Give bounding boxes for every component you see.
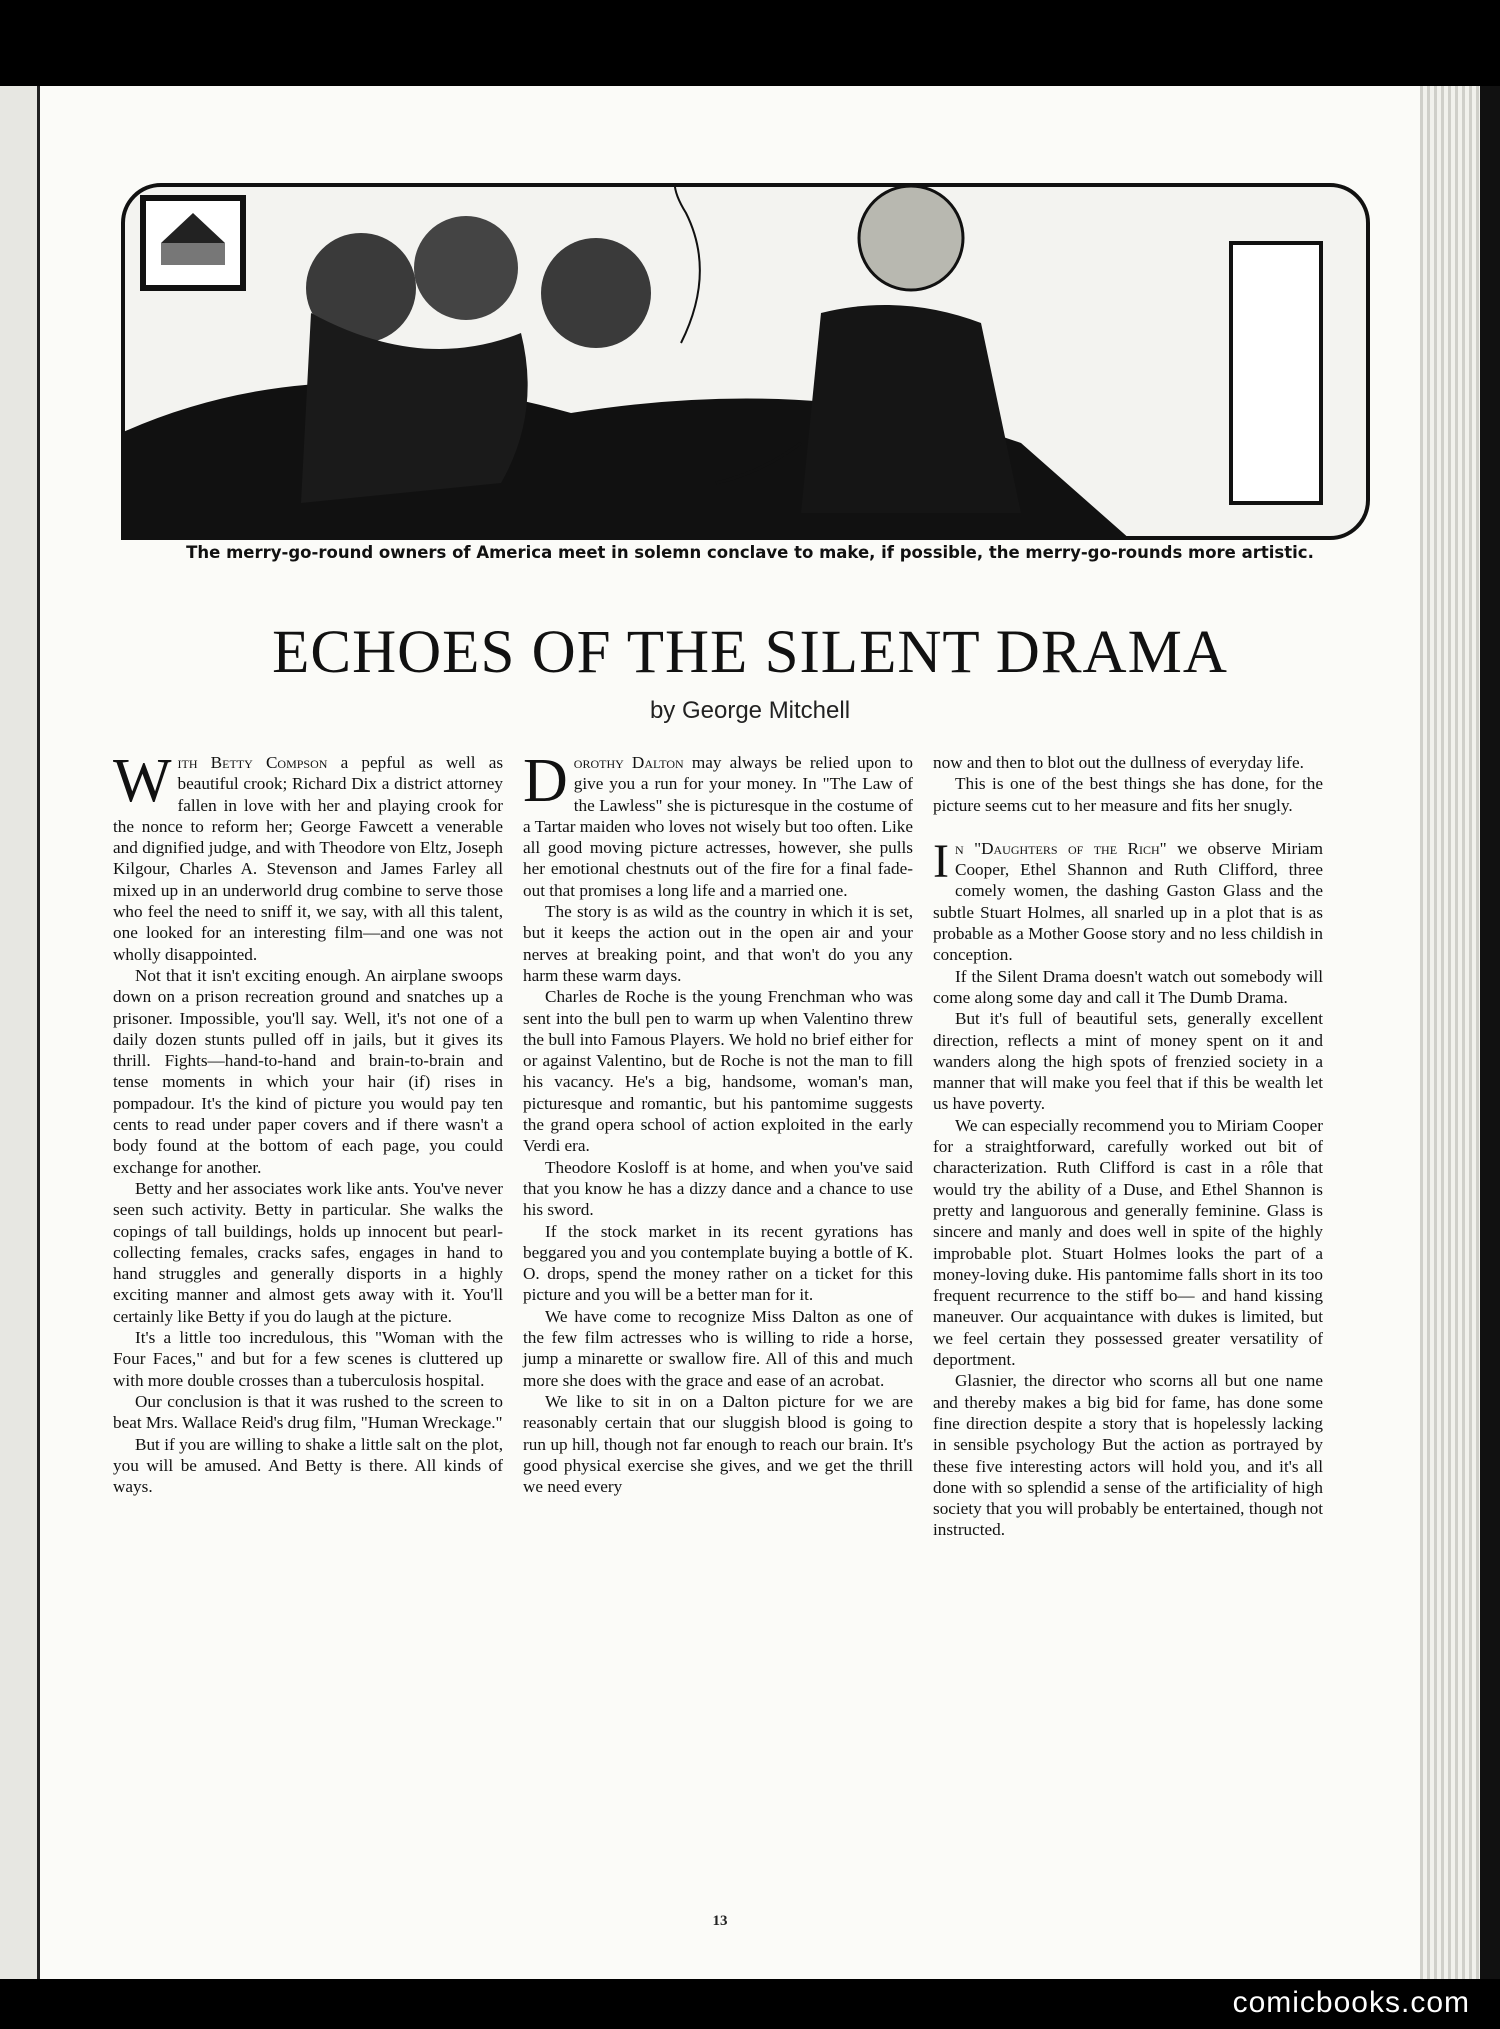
paragraph: Charles de Roche is the young Frenchman who was sent into the bull pen to warm up when Valentino threw the bull into Famous Players. We hold no brief either for or against Valentino, but de Roche is not the man to fill his vacancy. He's a big, handsome, woman's man, picturesque and romantic, but his pantomime suggests the grand opera school of action exploited in the early Verdi era. [523, 987, 913, 1156]
paragraph: now and then to blot out the dullness of everyday life. [933, 753, 1304, 772]
paragraph: But it's full of beautiful sets, generally excellent direction, reflects a mint of money spent on it and wanders along the high spots of frenzied society in a manner that will make you feel that if this be wealth let us have poverty. [933, 1009, 1323, 1114]
paragraph: It's a little too incredulous, this "Woman with the Four Faces," and but for a few scenes is cluttered up with more double crosses than a tuberculosis hospital. [113, 1328, 503, 1390]
lead-in: n "Daughters of the Rich" [954, 838, 1167, 858]
binding-shadow [1480, 86, 1500, 1979]
paragraph: Not that it isn't exciting enough. An airplane swoops down on a prison recreation ground and snatches up a prisoner. Impossible, you'll say. Well, it's not one of a daily dozen stunts pulled off in jails, but it gives its thrill. Fights—hand-to-hand and brain-to-brain and tense moments in which your hair (if) rises in pompadour. It's the kind of picture you would pay ten cents to read under paper covers and if there wasn't a body found at the bottom of each page, you could exchange for another. [113, 965, 503, 1177]
paragraph: If the stock market in its recent gyrations has beggared you and you contemplate buying a bottle of K. O. drops, spend the money rather on a ticket for this picture and you will be a better man for it. [523, 1221, 913, 1305]
paragraph: But if you are willing to shake a little salt on the plot, you will be amused. And Betty is there. All kinds of ways. [113, 1434, 503, 1497]
article-title: ECHOES OF THE SILENT DRAMA [272, 619, 1228, 686]
paragraph: Glasnier, the director who scorns all but one name and thereby makes a big bid for fame, has done some fine direction despite a story that is hopelessly lacking in sensible psychology But the action as portrayed by these five interesting actors will hold you, and it's all done with so splendid a sense of the artificiality of high society that you will probably be entertained, though not instructed. [933, 1371, 1323, 1540]
site-watermark: comicbooks.com [1232, 1986, 1470, 2019]
paragraph [523, 747, 913, 901]
paragraph: Theodore Kosloff is at home, and when you've said that you know he has a dizzy dance and a chance to use his sword. [523, 1157, 913, 1220]
paragraph: Our conclusion is that it was rushed to the screen to beat Mrs. Wallace Reid's drug film, "Human Wreckage." [113, 1391, 503, 1433]
paragraph-text: a pepful as well as beautiful crook; Richard Dix a district attorney fallen in love with her and playing crook for the nonce to reform her; George Fawcett a venerable and dignified judge, and with Theodore von Eltz, Joseph Kilgour, Charles A. Stevenson and James Farley all mixed up in an underworld drug combine to serve those who feel the need to sniff it, we say, with all this talent, one looked for an interesting film—and one was not wholly disappointed. [113, 753, 504, 964]
article-column-3 [933, 752, 1323, 1541]
page-number: 13 [712, 1913, 728, 1929]
paragraph: The story is as wild as the country in which it is set, but it keeps the action out in the open air and your nerves at breaking point, and that won't do you any harm these warm days. [523, 902, 913, 985]
paragraph [113, 747, 504, 965]
drop-cap: I [933, 834, 949, 888]
left-page-edge [0, 86, 40, 1979]
paragraph [933, 834, 1323, 966]
paragraph: If the Silent Drama doesn't watch out somebody will come along some day and call it The Dumb Drama. [933, 966, 1323, 1007]
paragraph: We have come to recognize Miss Dalton as one of the few film actresses who is willing to ride a horse, jump a minarette or swallow fire. All of this and much more she does with the grace and ease of an acrobat. [523, 1306, 913, 1390]
paragraph: We can especially recommend you to Miriam Cooper for a straightforward, carefully worked out bit of characterization. Ruth Clifford is cast in a rôle that would try the ability of a Duse, and Ethel Shannon is pretty and languorous and generally feminine. Glass is sincere and manly and does well in spite of the highly improbable plot. Stuart Holmes looks the part of a money-loving duke. His pantomime falls short in its too frequent recurrence to the stiff bo— and hand kissing maneuver. Our acquaintance with dukes is limited, but we feel certain they possessed greater versatility of deportment. [933, 1115, 1323, 1370]
paragraph-text: we observe Miriam Cooper, Ethel Shannon and Ruth Clifford, three comely women, the dashing Gaston Glass and the subtle Stuart Holmes, all snarled up in a plot that is as probable as a Mother Goose story and no less childish in conception. [933, 838, 1323, 965]
paragraph: We like to sit in on a Dalton picture for we are reasonably certain that our sluggish blood is going to run up hill, though not far enough to reach our brain. It's good physical exercise she gives, and we get the thrill we need every [523, 1391, 913, 1497]
page-stack-edge [1420, 86, 1480, 1979]
paragraph: This is one of the best things she has done, for the picture seems cut to her measure and fits her snugly. [933, 774, 1323, 815]
illustration-caption: The merry-go-round owners of America meet in solemn conclave to make, if possible, the merry-go-rounds more artistic. [186, 543, 1314, 562]
drop-cap: W [113, 747, 172, 815]
drop-cap: D [523, 747, 568, 815]
cartoon-illustration [121, 183, 1370, 540]
lead-in: ith Betty Compson [177, 753, 328, 772]
lead-in: orothy Dalton [573, 753, 684, 772]
article-column-2 [523, 747, 913, 1497]
paragraph-text: may always be relied upon to give you a run for your money. In "The Law of the Lawless" she is picturesque in the costume of a Tartar maiden who loves not wisely but too often. Like all good moving picture actresses, however, she pulls her emotional chestnuts out of the fire for a final fade-out that promises a long life and a married one. [523, 753, 913, 900]
article-byline: by George Mitchell [649, 697, 851, 724]
article-column-1 [113, 747, 504, 1497]
paragraph: Betty and her associates work like ants. You've never seen such activity. Betty in particular. She walks the copings of tall buildings, holds up innocent but pearl-collecting females, cracks safes, engages in hand to hand struggles and generally disports in a highly exciting manner and almost gets away with it. You'll certainly like Betty if you do laugh at the picture. [113, 1178, 503, 1326]
